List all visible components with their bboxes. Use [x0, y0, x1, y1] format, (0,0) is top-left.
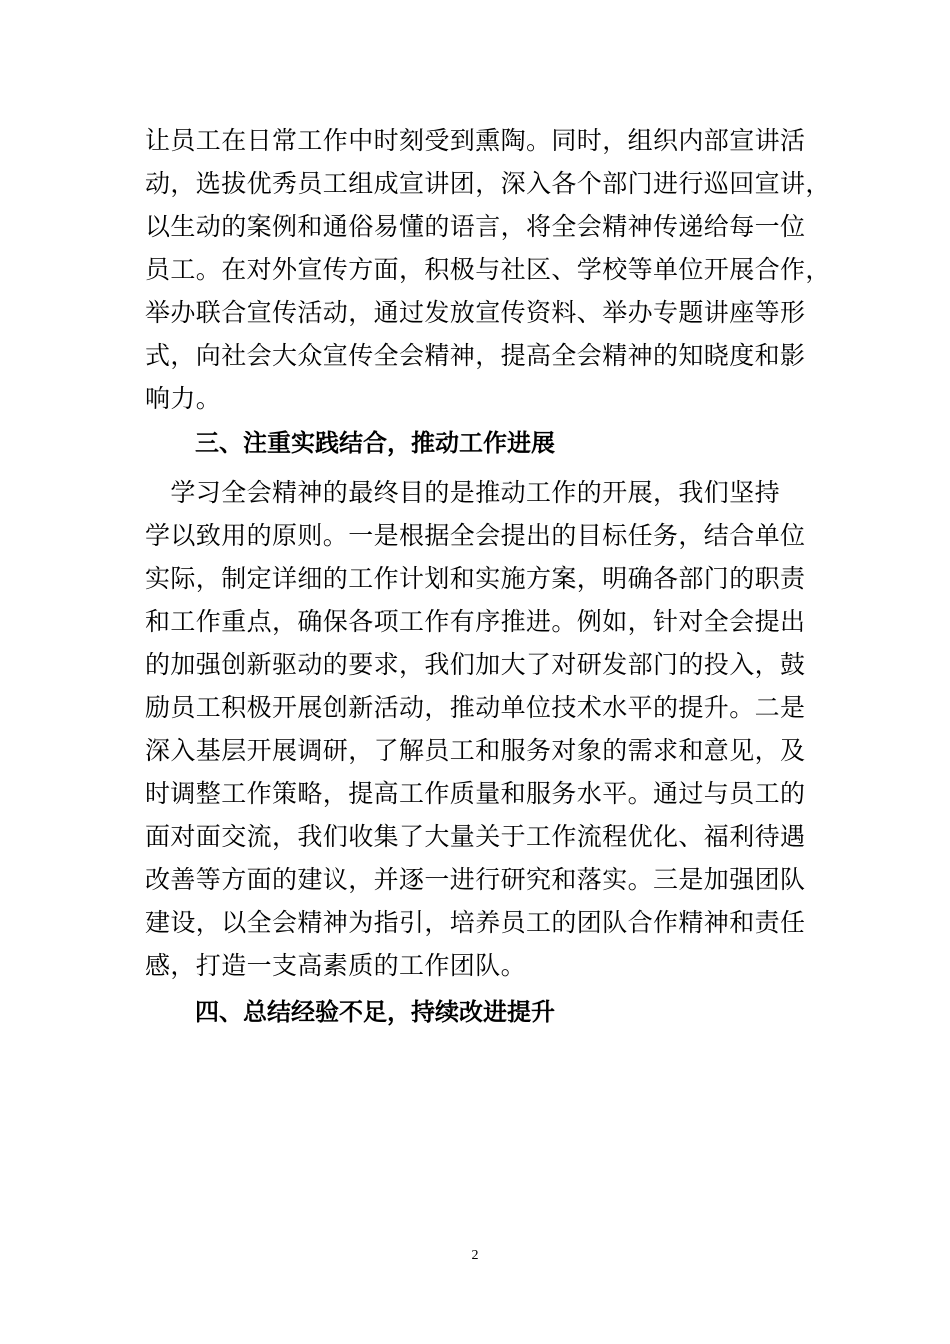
paragraph-line: 员工。在对外宣传方面，积极与社区、学校等单位开展合作，	[145, 255, 831, 284]
paragraph-line: 感，打造一支高素质的工作团队。	[145, 951, 527, 980]
section-heading-3: 三、注重实践结合，推动工作进展	[195, 429, 555, 457]
section-heading-4: 四、总结经验不足，持续改进提升	[195, 998, 555, 1026]
paragraph-line: 励员工积极开展创新活动，推动单位技术水平的提升。二是	[145, 693, 806, 722]
paragraph-line: 举办联合宣传活动，通过发放宣传资料、举办专题讲座等形	[145, 298, 806, 327]
paragraph-line: 动，选拔优秀员工组成宣讲团，深入各个部门进行巡回宣讲，	[145, 169, 831, 198]
paragraph-line: 面对面交流，我们收集了大量关于工作流程优化、福利待遇	[145, 822, 806, 851]
paragraph-line: 以生动的案例和通俗易懂的语言，将全会精神传递给每一位	[145, 212, 806, 241]
paragraph-line: 和工作重点，确保各项工作有序推进。例如，针对全会提出	[145, 607, 806, 636]
page-number: 2	[471, 1248, 479, 1263]
paragraph-line: 的加强创新驱动的要求，我们加大了对研发部门的投入，鼓	[145, 650, 806, 679]
paragraph-line: 建设，以全会精神为指引，培养员工的团队合作精神和责任	[145, 908, 806, 937]
paragraph-line: 学以致用的原则。一是根据全会提出的目标任务，结合单位	[145, 521, 806, 550]
paragraph-line: 响力。	[145, 384, 222, 413]
paragraph-line: 时调整工作策略，提高工作质量和服务水平。通过与员工的	[145, 779, 806, 808]
paragraph-line: 深入基层开展调研，了解员工和服务对象的需求和意见，及	[145, 736, 806, 765]
paragraph-line: 学习全会精神的最终目的是推动工作的开展，我们坚持	[145, 478, 781, 507]
paragraph-line: 让员工在日常工作中时刻受到熏陶。同时，组织内部宣讲活	[145, 126, 806, 155]
paragraph-line: 改善等方面的建议，并逐一进行研究和落实。三是加强团队	[145, 865, 806, 894]
paragraph-line: 式，向社会大众宣传全会精神，提高全会精神的知晓度和影	[145, 341, 806, 370]
paragraph-line: 实际，制定详细的工作计划和实施方案，明确各部门的职责	[145, 564, 806, 593]
